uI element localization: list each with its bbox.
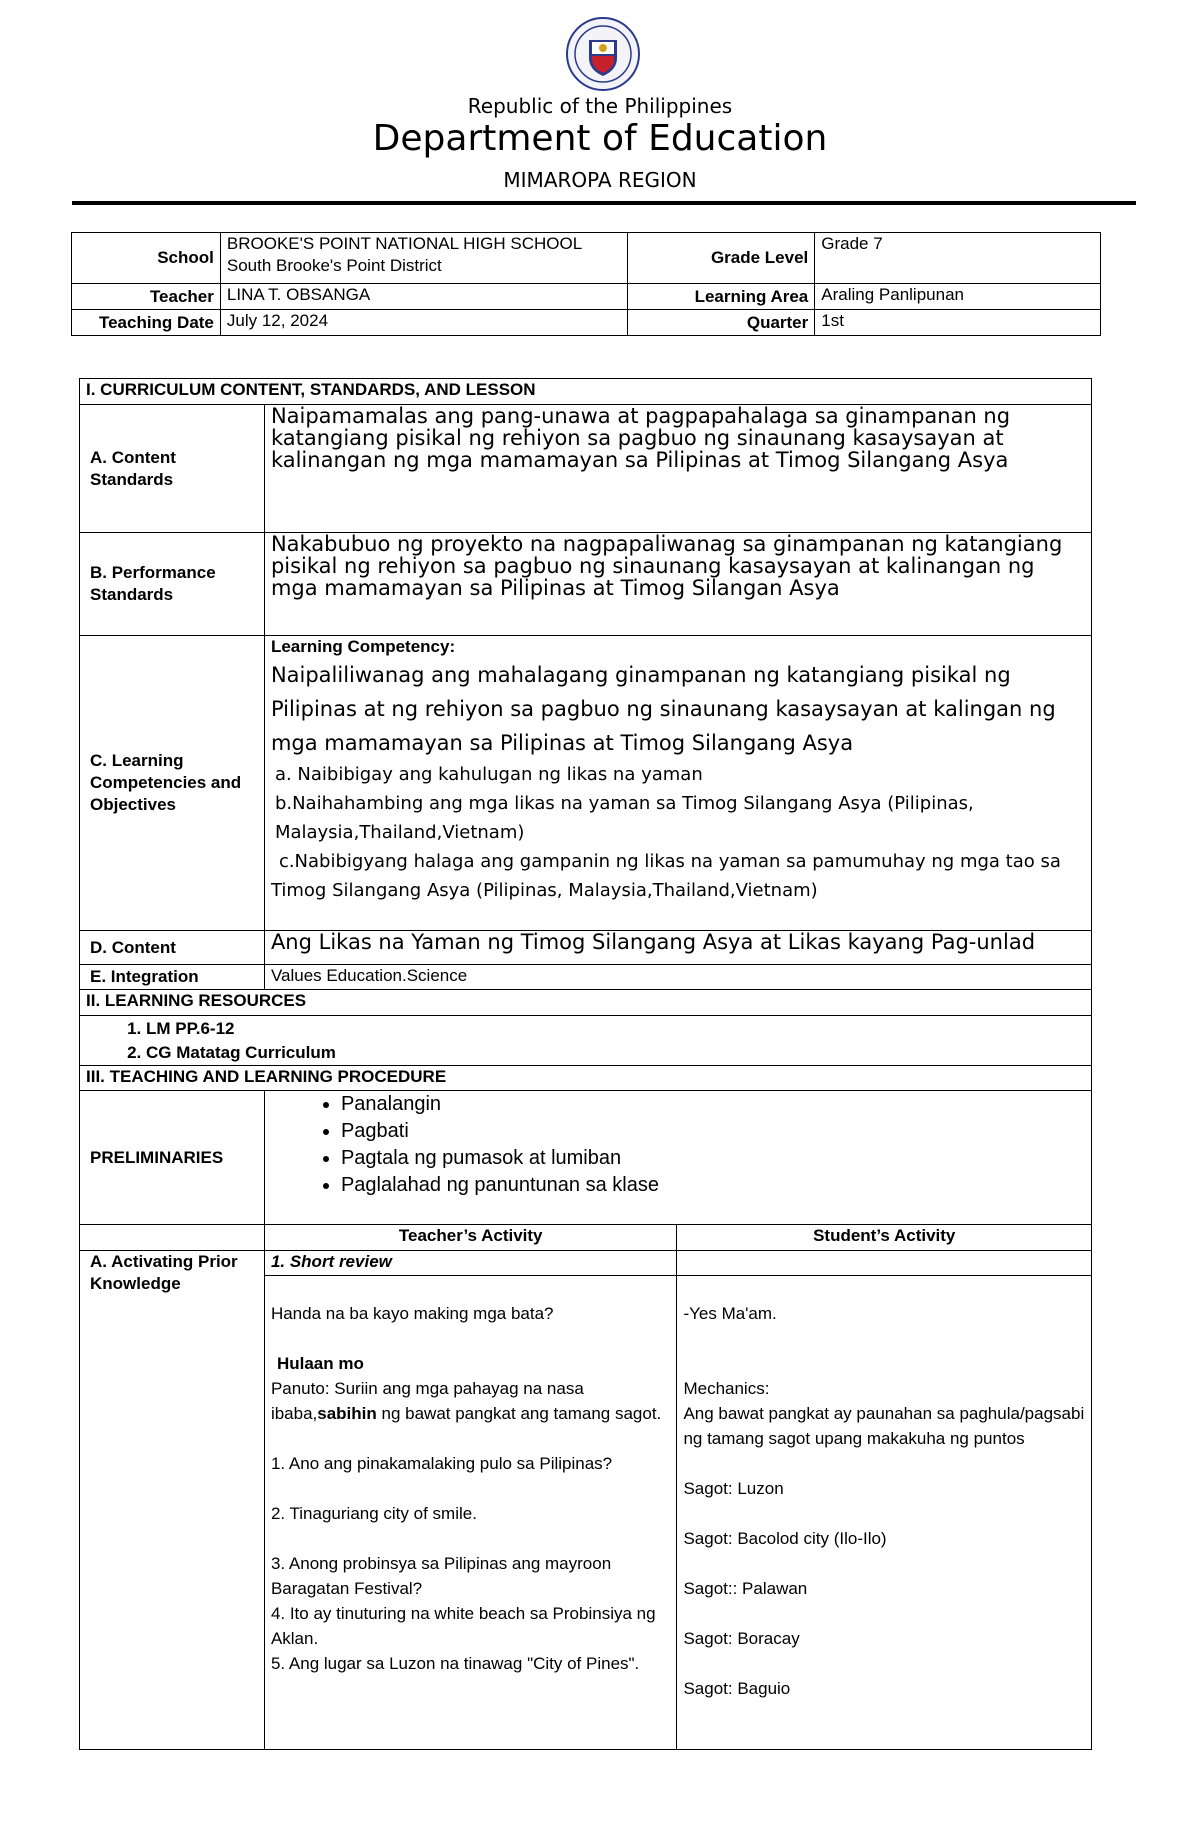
preliminaries-list [271, 1091, 1085, 1199]
procedure-section-title: III. TEACHING AND LEARNING PROCEDURE [80, 1066, 1092, 1091]
objective-c: c.Nabibigyang halaga ang gampanin ng likas na yaman sa pamumuhay ng mga tao sa Timog Silangang Asya (Pilipinas, Malaysia,Thailand,Vietnam) [270, 851, 1061, 901]
student-activity-cell [677, 1276, 1092, 1750]
preliminaries-cell [264, 1091, 1091, 1225]
question-1: 1. Ano ang pinakamalaking pulo sa Pilipinas? [270, 1454, 613, 1473]
curriculum-section-title: I. CURRICULUM CONTENT, STANDARDS, AND LESSON [80, 379, 1092, 405]
competency-title: Learning Competency: [270, 637, 456, 656]
question-5: 5. Ang lugar sa Luzon na tinawag "City of Pines". [270, 1654, 640, 1673]
preliminary-item: • Pagbati [341, 1118, 1085, 1145]
teacher-value: LINA T. OBSANGA [220, 284, 628, 310]
answer-2: Sagot: Bacolod city (Ilo-Ilo) [683, 1529, 887, 1548]
area-label: Learning Area [628, 284, 815, 310]
content-standards-text: Naipamamalas ang pang-unawa at pagpapahalaga sa ginampanan ng katangiang pisikal ng rehiyon sa pagbuo ng sinaunang kasaysayan at kalinangan ng mga mamamayan sa Pilipinas at Timog Silangang Asya [264, 405, 1091, 533]
department-title: Department of Education [372, 118, 828, 159]
question-4: 4. Ito ay tinuturing na white beach sa Probinsiya ng Aklan. [270, 1604, 656, 1648]
objective-b: b.Naihahambing ang mga likas na yaman sa Timog Silangang Asya (Pilipinas, Malaysia,Thailand,Vietnam) [274, 793, 974, 843]
mechanics-text: Ang bawat pangkat ay paunahan sa paghula/pagsabi ng tamang sagot upang makakuha ng puntos [683, 1404, 1085, 1448]
school-label: School [72, 233, 221, 284]
date-value: July 12, 2024 [220, 310, 628, 336]
answer-4: Sagot: Boracay [683, 1629, 800, 1648]
school-name: BROOKE'S POINT NATIONAL HIGH SCHOOL [226, 234, 583, 253]
competencies-label: C. Learning Competencies and Objectives [80, 636, 265, 931]
preliminary-item: • Panalangin [341, 1091, 1085, 1118]
short-review-label: 1. Short review [264, 1251, 677, 1276]
school-cell [220, 233, 628, 284]
grade-value: Grade 7 [815, 233, 1101, 284]
republic-heading: Republic of the Philippines [467, 94, 733, 118]
hulaan-title: Hulaan mo [276, 1354, 364, 1373]
resources-section-title: II. LEARNING RESOURCES [80, 990, 1092, 1016]
teacher-label: Teacher [72, 284, 221, 310]
resource-item: 2. CG Matatag Curriculum [146, 1041, 1085, 1065]
answer-5: Sagot: Baguio [683, 1679, 791, 1698]
question-2: 2. Tinaguriang city of smile. [270, 1504, 477, 1523]
answer-1: Sagot: Luzon [683, 1479, 784, 1498]
teacher-question-ready: Handa na ba kayo making mga bata? [270, 1304, 554, 1323]
lesson-plan-table [79, 378, 1092, 1750]
date-label: Teaching Date [72, 310, 221, 336]
performance-standards-label: B. Performance Standards [80, 533, 265, 636]
info-table [71, 232, 1101, 336]
preliminaries-label: PRELIMINARIES [80, 1091, 265, 1225]
preliminary-item: • Paglalahad ng panuntunan sa klase [341, 1172, 1085, 1199]
competencies-cell [264, 636, 1091, 931]
question-3: 3. Anong probinsya sa Pilipinas ang mayroon Baragatan Festival? [270, 1554, 612, 1598]
empty-cell [80, 1225, 265, 1251]
resources-list [86, 1017, 1085, 1065]
quarter-label: Quarter [628, 310, 815, 336]
teacher-activity-header: Teacher’s Activity [264, 1225, 677, 1251]
integration-text: Values Education.Science [264, 965, 1091, 990]
area-value: Araling Panlipunan [815, 284, 1101, 310]
school-district: South Brooke's Point District [226, 256, 442, 275]
empty-cell [677, 1251, 1092, 1276]
teacher-activity-cell [264, 1276, 677, 1750]
activating-prior-knowledge-label: A. Activating Prior Knowledge [80, 1251, 265, 1750]
deped-seal [565, 16, 641, 92]
student-yes: -Yes Ma'am. [683, 1304, 777, 1323]
preliminary-item: • Pagtala ng pumasok at lumiban [341, 1145, 1085, 1172]
competency-text: Naipaliliwanag ang mahalagang ginampanan ng katangiang pisikal ng Pilipinas at ng rehiyon sa pagbuo ng sinaunang kasaysayan at kalingan ng mga mamamayan sa Pilipinas at Timog Silangang Asya [270, 663, 1056, 755]
integration-label: E. Integration [80, 965, 265, 990]
objective-a: a. Naibibigay ang kahulugan ng likas na yaman [274, 764, 703, 785]
resources-cell [80, 1016, 1092, 1066]
student-activity-header: Student’s Activity [677, 1225, 1092, 1251]
grade-label: Grade Level [628, 233, 815, 284]
mechanics-title: Mechanics: [683, 1379, 770, 1398]
region-heading: MIMAROPA REGION [503, 168, 697, 192]
performance-standards-text: Nakabubuo ng proyekto na nagpapaliwanag sa ginampanan ng katangiang pisikal ng rehiyon sa pagbuo ng sinaunang kasaysayan at kalinangan ng mga mamamayan sa Pilipinas at Timog Silangan Asya [264, 533, 1091, 636]
content-standards-label: A. Content Standards [80, 405, 265, 533]
content-text: Ang Likas na Yaman ng Timog Silangang Asya at Likas kayang Pag-unlad [264, 931, 1091, 965]
content-label: D. Content [80, 931, 265, 965]
resource-item: 1. LM PP.6-12 [146, 1017, 1085, 1041]
answer-3: Sagot:: Palawan [683, 1579, 808, 1598]
panuto-text: Panuto: Suriin ang mga pahayag na nasa ibaba,sabihin ng bawat pangkat ang tamang sagot. [270, 1379, 662, 1423]
quarter-value: 1st [815, 310, 1101, 336]
header-divider [72, 201, 1136, 205]
